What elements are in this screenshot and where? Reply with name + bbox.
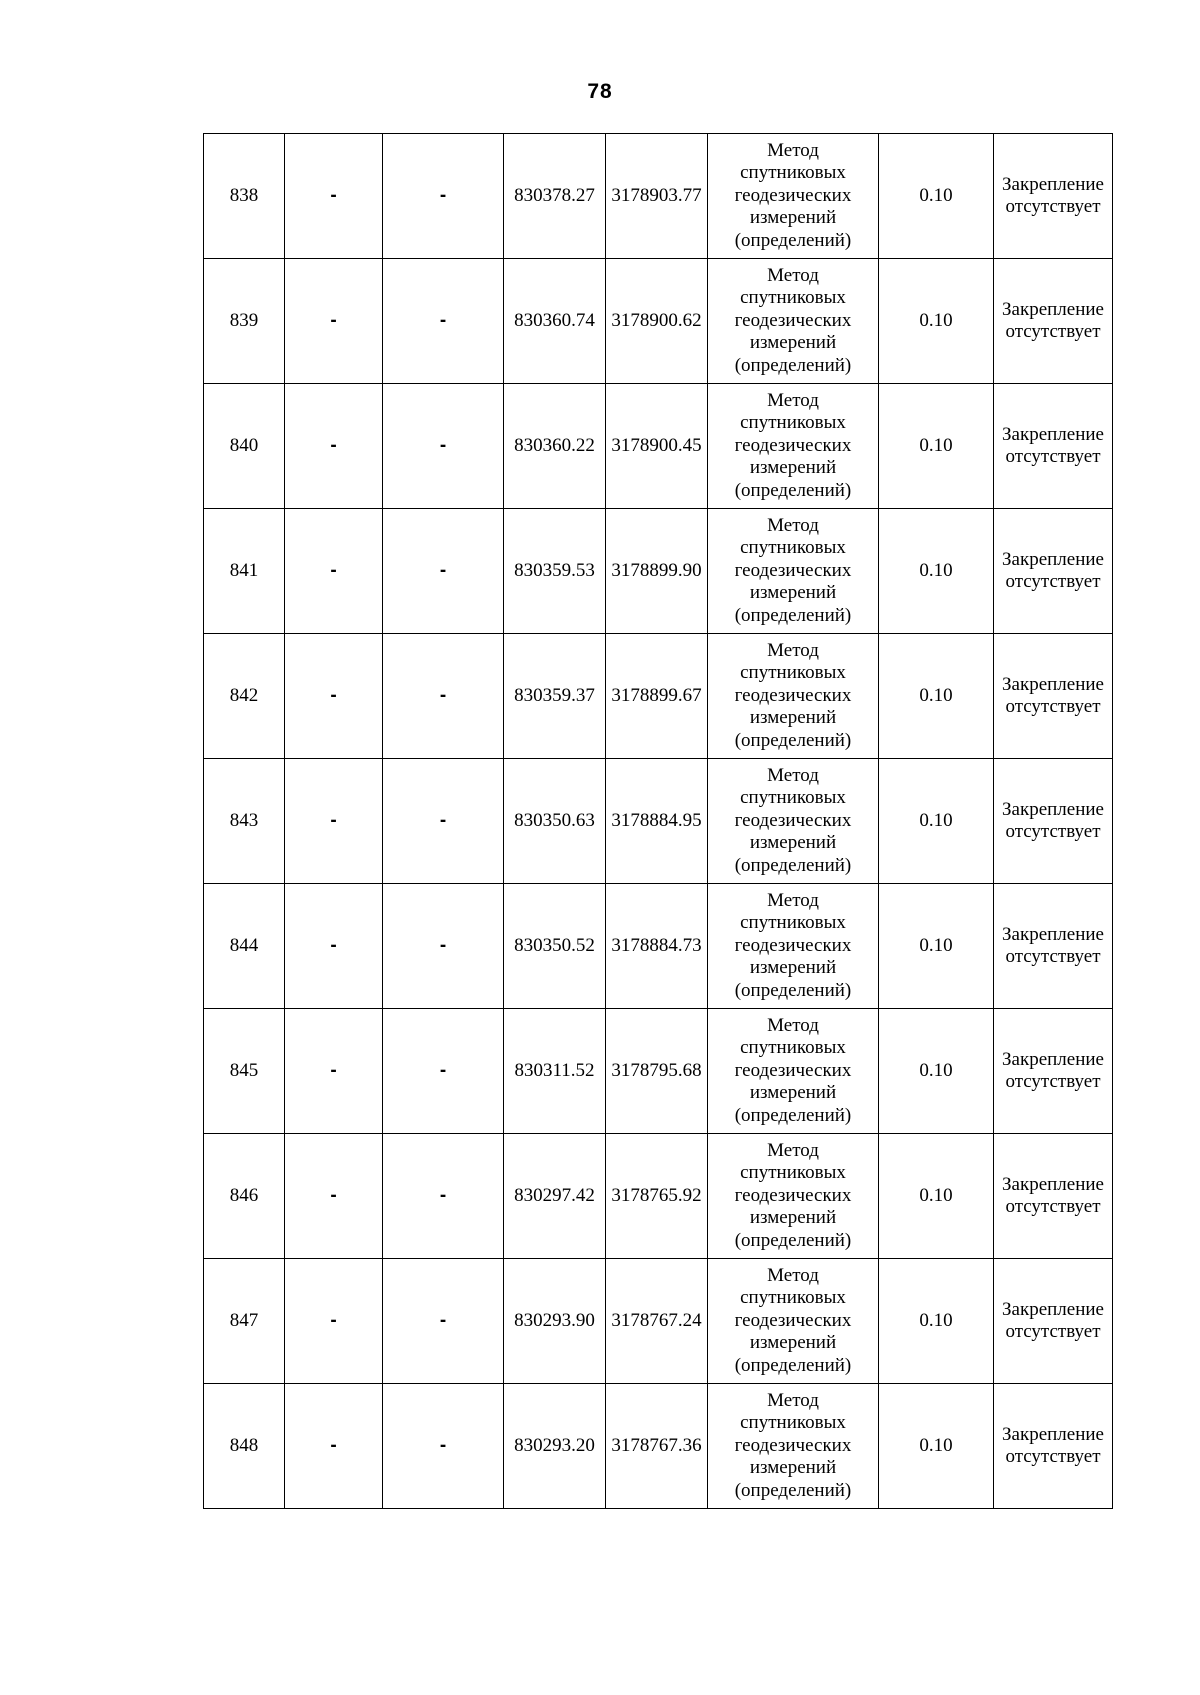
method-line: спутниковых (740, 662, 846, 684)
method-line: спутниковых (740, 787, 846, 809)
y-coordinate-cell: 3178899.67 (606, 634, 708, 759)
point-number-cell: 844 (204, 884, 285, 1009)
table-row (204, 1009, 1113, 1134)
method-line: Метод (767, 139, 819, 161)
method-line: спутниковых (740, 1412, 846, 1434)
method-cell (708, 884, 879, 1009)
accuracy-cell: 0.10 (879, 384, 994, 509)
accuracy-cell: 0.10 (879, 509, 994, 634)
method-line: измерений (749, 707, 837, 729)
accuracy-cell: 0.10 (879, 884, 994, 1009)
fixation-line: Закрепление (1002, 1298, 1104, 1320)
y-coordinate-cell: 3178765.92 (606, 1134, 708, 1259)
method-line: геодезических (734, 1184, 852, 1206)
fixation-line: отсутствует (1005, 1196, 1101, 1217)
y-coordinate-cell: 3178900.62 (606, 259, 708, 384)
method-cell (708, 134, 879, 259)
fixation-line: отсутствует (1005, 321, 1101, 342)
method-line: спутниковых (740, 1287, 846, 1309)
fixation-cell (994, 1134, 1113, 1259)
method-line: измерений (749, 1457, 837, 1479)
empty-value-cell: - (285, 259, 383, 384)
empty-value-cell: - (285, 884, 383, 1009)
method-line: Метод (767, 1014, 819, 1036)
method-line: геодезических (734, 809, 852, 831)
table-body (204, 134, 1113, 1509)
method-cell (708, 1384, 879, 1509)
empty-value-cell: - (285, 1384, 383, 1509)
point-number-cell: 848 (204, 1384, 285, 1509)
x-coordinate-cell: 830378.27 (504, 134, 606, 259)
fixation-line: отсутствует (1005, 1321, 1101, 1342)
fixation-line: отсутствует (1005, 696, 1101, 717)
fixation-line: Закрепление (1002, 673, 1104, 695)
method-cell (708, 1134, 879, 1259)
point-number-cell: 846 (204, 1134, 285, 1259)
point-number-cell: 845 (204, 1009, 285, 1134)
method-line: (определений) (734, 1354, 852, 1376)
method-cell (708, 1009, 879, 1134)
coordinates-table (203, 133, 1113, 1509)
empty-value-cell: - (285, 759, 383, 884)
y-coordinate-cell: 3178767.36 (606, 1384, 708, 1509)
fixation-line: Закрепление (1002, 298, 1104, 320)
fixation-cell (994, 1384, 1113, 1509)
table-row (204, 759, 1113, 884)
method-line: геодезических (734, 309, 852, 331)
fixation-line: Закрепление (1002, 423, 1104, 445)
method-line: спутниковых (740, 912, 846, 934)
table-row (204, 1134, 1113, 1259)
method-line: (определений) (734, 229, 852, 251)
empty-value-cell: - (383, 1259, 504, 1384)
method-line: геодезических (734, 184, 852, 206)
method-line: Метод (767, 764, 819, 786)
x-coordinate-cell: 830350.52 (504, 884, 606, 1009)
method-cell (708, 1259, 879, 1384)
empty-value-cell: - (383, 384, 504, 509)
x-coordinate-cell: 830297.42 (504, 1134, 606, 1259)
fixation-line: Закрепление (1002, 1423, 1104, 1445)
method-line: (определений) (734, 854, 852, 876)
x-coordinate-cell: 830293.90 (504, 1259, 606, 1384)
method-line: Метод (767, 889, 819, 911)
y-coordinate-cell: 3178884.73 (606, 884, 708, 1009)
accuracy-cell: 0.10 (879, 1009, 994, 1134)
method-line: геодезических (734, 434, 852, 456)
method-line: геодезических (734, 1434, 852, 1456)
method-line: геодезических (734, 934, 852, 956)
empty-value-cell: - (285, 1259, 383, 1384)
method-line: Метод (767, 514, 819, 536)
method-line: измерений (749, 957, 837, 979)
empty-value-cell: - (285, 134, 383, 259)
accuracy-cell: 0.10 (879, 634, 994, 759)
x-coordinate-cell: 830311.52 (504, 1009, 606, 1134)
table-row (204, 134, 1113, 259)
point-number-cell: 839 (204, 259, 285, 384)
fixation-line: отсутствует (1005, 821, 1101, 842)
fixation-cell (994, 634, 1113, 759)
empty-value-cell: - (285, 509, 383, 634)
method-line: (определений) (734, 604, 852, 626)
fixation-line: Закрепление (1002, 173, 1104, 195)
method-cell (708, 634, 879, 759)
method-line: (определений) (734, 1104, 852, 1126)
fixation-cell (994, 509, 1113, 634)
y-coordinate-cell: 3178899.90 (606, 509, 708, 634)
point-number-cell: 847 (204, 1259, 285, 1384)
y-coordinate-cell: 3178884.95 (606, 759, 708, 884)
empty-value-cell: - (383, 1384, 504, 1509)
empty-value-cell: - (383, 134, 504, 259)
method-line: геодезических (734, 559, 852, 581)
empty-value-cell: - (383, 1009, 504, 1134)
fixation-line: отсутствует (1005, 1446, 1101, 1467)
empty-value-cell: - (383, 509, 504, 634)
x-coordinate-cell: 830359.53 (504, 509, 606, 634)
table-row (204, 634, 1113, 759)
method-line: измерений (749, 582, 837, 604)
table-row (204, 1384, 1113, 1509)
empty-value-cell: - (285, 384, 383, 509)
method-line: Метод (767, 389, 819, 411)
method-line: Метод (767, 639, 819, 661)
method-line: (определений) (734, 729, 852, 751)
empty-value-cell: - (383, 259, 504, 384)
method-line: (определений) (734, 1479, 852, 1501)
method-line: спутниковых (740, 1037, 846, 1059)
method-line: (определений) (734, 979, 852, 1001)
accuracy-cell: 0.10 (879, 1134, 994, 1259)
fixation-line: отсутствует (1005, 571, 1101, 592)
fixation-cell (994, 884, 1113, 1009)
accuracy-cell: 0.10 (879, 1259, 994, 1384)
y-coordinate-cell: 3178767.24 (606, 1259, 708, 1384)
method-line: (определений) (734, 1229, 852, 1251)
fixation-line: Закрепление (1002, 923, 1104, 945)
method-line: измерений (749, 332, 837, 354)
method-line: спутниковых (740, 287, 846, 309)
point-number-cell: 840 (204, 384, 285, 509)
method-line: Метод (767, 1264, 819, 1286)
y-coordinate-cell: 3178900.45 (606, 384, 708, 509)
method-line: спутниковых (740, 537, 846, 559)
method-line: геодезических (734, 1309, 852, 1331)
fixation-cell (994, 1009, 1113, 1134)
method-line: (определений) (734, 479, 852, 501)
y-coordinate-cell: 3178903.77 (606, 134, 708, 259)
point-number-cell: 842 (204, 634, 285, 759)
fixation-line: отсутствует (1005, 946, 1101, 967)
table-row (204, 884, 1113, 1009)
x-coordinate-cell: 830360.22 (504, 384, 606, 509)
fixation-line: отсутствует (1005, 446, 1101, 467)
method-cell (708, 384, 879, 509)
method-line: измерений (749, 1207, 837, 1229)
method-line: измерений (749, 832, 837, 854)
method-cell (708, 509, 879, 634)
table-row (204, 384, 1113, 509)
empty-value-cell: - (285, 1134, 383, 1259)
y-coordinate-cell: 3178795.68 (606, 1009, 708, 1134)
x-coordinate-cell: 830360.74 (504, 259, 606, 384)
method-line: измерений (749, 207, 837, 229)
empty-value-cell: - (285, 1009, 383, 1134)
fixation-cell (994, 759, 1113, 884)
table-row (204, 259, 1113, 384)
method-cell (708, 259, 879, 384)
fixation-cell (994, 384, 1113, 509)
x-coordinate-cell: 830359.37 (504, 634, 606, 759)
method-line: спутниковых (740, 412, 846, 434)
table-row (204, 509, 1113, 634)
empty-value-cell: - (383, 759, 504, 884)
method-line: измерений (749, 1082, 837, 1104)
fixation-line: Закрепление (1002, 548, 1104, 570)
fixation-line: отсутствует (1005, 196, 1101, 217)
fixation-cell (994, 134, 1113, 259)
method-line: Метод (767, 1389, 819, 1411)
accuracy-cell: 0.10 (879, 134, 994, 259)
fixation-line: отсутствует (1005, 1071, 1101, 1092)
x-coordinate-cell: 830350.63 (504, 759, 606, 884)
method-line: спутниковых (740, 1162, 846, 1184)
method-line: измерений (749, 457, 837, 479)
method-cell (708, 759, 879, 884)
empty-value-cell: - (285, 634, 383, 759)
method-line: измерений (749, 1332, 837, 1354)
page-number: 78 (587, 80, 613, 103)
accuracy-cell: 0.10 (879, 259, 994, 384)
x-coordinate-cell: 830293.20 (504, 1384, 606, 1509)
method-line: геодезических (734, 1059, 852, 1081)
accuracy-cell: 0.10 (879, 1384, 994, 1509)
fixation-line: Закрепление (1002, 1048, 1104, 1070)
fixation-line: Закрепление (1002, 1173, 1104, 1195)
point-number-cell: 838 (204, 134, 285, 259)
fixation-cell (994, 259, 1113, 384)
empty-value-cell: - (383, 634, 504, 759)
point-number-cell: 841 (204, 509, 285, 634)
empty-value-cell: - (383, 884, 504, 1009)
accuracy-cell: 0.10 (879, 759, 994, 884)
table-row (204, 1259, 1113, 1384)
method-line: геодезических (734, 684, 852, 706)
point-number-cell: 843 (204, 759, 285, 884)
fixation-line: Закрепление (1002, 798, 1104, 820)
fixation-cell (994, 1259, 1113, 1384)
method-line: Метод (767, 264, 819, 286)
method-line: Метод (767, 1139, 819, 1161)
empty-value-cell: - (383, 1134, 504, 1259)
method-line: (определений) (734, 354, 852, 376)
method-line: спутниковых (740, 162, 846, 184)
